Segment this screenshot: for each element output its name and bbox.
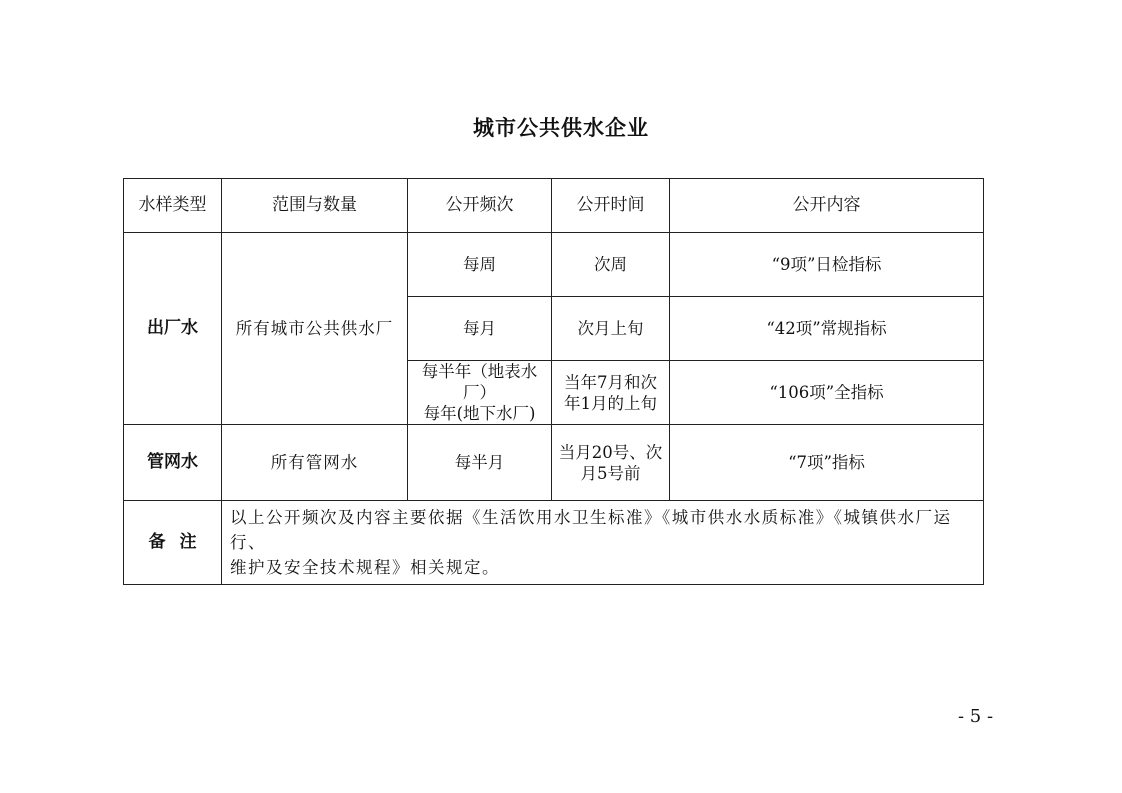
frequency-line: 厂） (463, 383, 496, 402)
frequency-cell: 每月 (408, 297, 552, 361)
header-row (124, 179, 984, 233)
header-scope: 范围与数量 (222, 179, 408, 233)
table-row (124, 425, 984, 501)
time-line: 年1月的上旬 (564, 393, 657, 413)
remarks-line: 以上公开频次及内容主要依据《生活饮用水卫生标准》《城市供水水质标准》《城镇供水厂运行、 (230, 508, 952, 552)
remarks-label: 备注 (124, 501, 222, 585)
header-sample-type: 水样类型 (124, 179, 222, 233)
table-row (124, 233, 984, 297)
header-content: 公开内容 (670, 179, 984, 233)
frequency-line: 每半年（地表水 (421, 362, 538, 381)
remarks-text (222, 501, 984, 585)
remarks-line: 维护及安全技术规程》相关规定。 (230, 558, 500, 577)
frequency-cell: 每半月 (408, 425, 552, 501)
time-line: 当年7月和次 (564, 372, 657, 392)
frequency-cell (408, 361, 552, 425)
content-cell: “106项”全指标 (670, 361, 984, 425)
water-quality-disclosure-table (123, 178, 984, 585)
document-title: 城市公共供水企业 (473, 116, 649, 140)
network-water-scope: 所有管网水 (222, 425, 408, 501)
content-cell: “42项”常规指标 (670, 297, 984, 361)
content-cell: “9项”日检指标 (670, 233, 984, 297)
time-cell (552, 361, 670, 425)
frequency-cell: 每周 (408, 233, 552, 297)
remarks-row (124, 501, 984, 585)
time-line: 当月20号、次 (558, 442, 663, 462)
time-cell: 次周 (552, 233, 670, 297)
frequency-line: 每年(地下水厂) (423, 404, 536, 423)
time-cell: 次月上旬 (552, 297, 670, 361)
factory-water-scope: 所有城市公共供水厂 (222, 233, 408, 425)
time-line: 月5号前 (580, 463, 641, 483)
header-time: 公开时间 (552, 179, 670, 233)
content-cell: “7项”指标 (670, 425, 984, 501)
page-number: - 5 - (958, 706, 994, 727)
time-cell (552, 425, 670, 501)
factory-water-type: 出厂水 (124, 233, 222, 425)
network-water-type: 管网水 (124, 425, 222, 501)
header-frequency: 公开频次 (408, 179, 552, 233)
